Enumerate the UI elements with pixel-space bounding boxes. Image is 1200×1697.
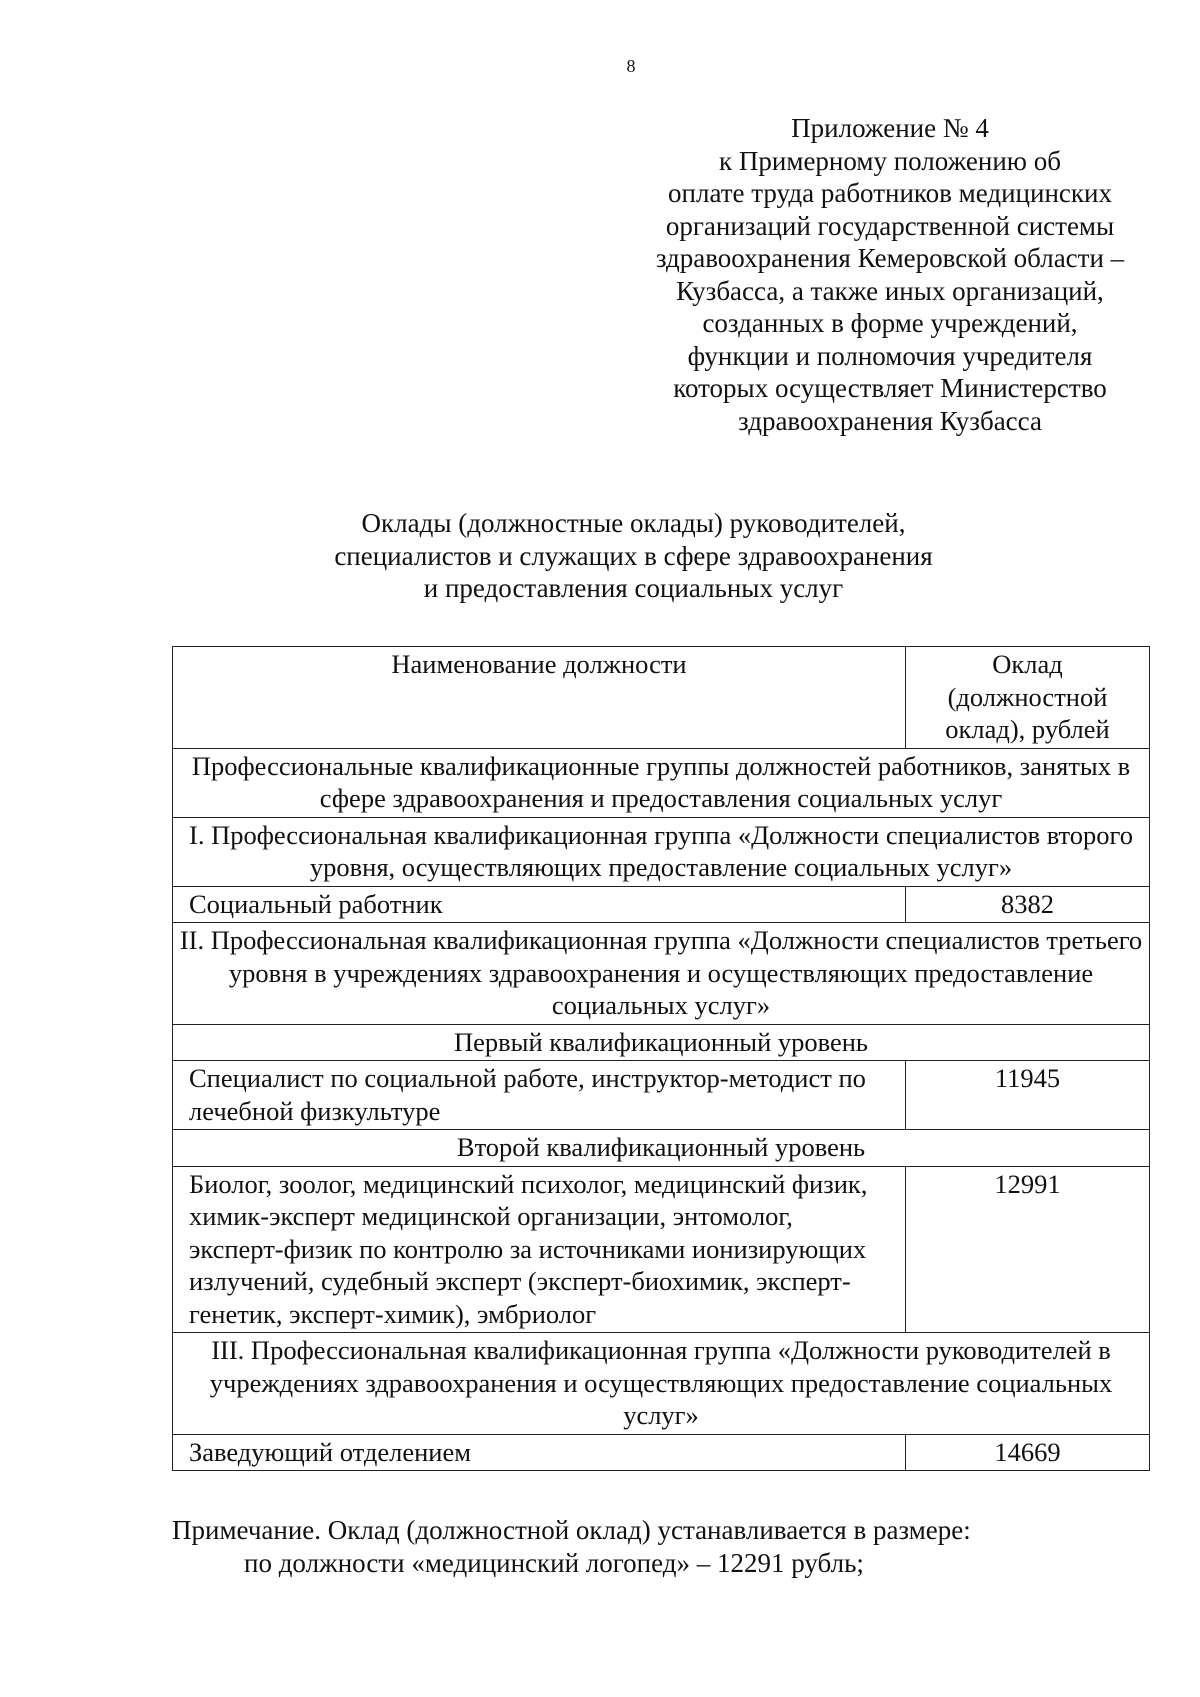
appendix-line: здравоохранения Кузбасса (738, 405, 1042, 436)
title-line: Оклады (должностные оклады) руководителей, (361, 508, 906, 538)
group-1-title: I. Профессиональная квалификационная группа «Должности специалистов второго уровня, осуществляющих предоставление социальных услуг» (173, 817, 1150, 886)
position-name: Заведующий отделением (173, 1434, 906, 1471)
table-level-row (173, 1130, 1150, 1167)
note-line: Примечание. Оклад (должностной оклад) устанавливается в размере: (172, 1515, 971, 1545)
group-main-title: Профессиональные квалификационные группы должностей работников, занятых в сфере здравоохранения и предоставления социальных услуг (173, 748, 1150, 817)
salary-value: 14669 (906, 1434, 1150, 1471)
page-number: 8 (626, 56, 636, 76)
appendix-header (610, 112, 1170, 437)
group-3-title: III. Профессиональная квалификационная группа «Должности руководителей в учреждениях здравоохранения и осуществляющих предоставление социальных услуг» (173, 1333, 1150, 1435)
appendix-line: организаций государственной системы (665, 210, 1115, 241)
table-group-row (173, 1333, 1150, 1435)
appendix-line: к Примерному положению об (719, 145, 1061, 176)
appendix-line: функции и полномочия учредителя (687, 340, 1093, 371)
position-name: Биолог, зоолог, медицинский психолог, медицинский физик, химик-эксперт медицинской организации, энтомолог, эксперт-физик по контролю за источниками ионизирующих излучений, судебный эксперт (эксперт-биохимик, эксперт-генетик, эксперт-химик), эмбриолог (173, 1166, 906, 1333)
salary-value: 12991 (906, 1166, 1150, 1333)
table-row (173, 1061, 1150, 1130)
salary-value: 11945 (906, 1061, 1150, 1130)
salary-table (172, 646, 1150, 1471)
table-group-row (173, 817, 1150, 886)
appendix-line: Кузбасса, а также иных организаций, (676, 275, 1104, 306)
table-row (173, 1434, 1150, 1471)
title-line: и предоставления социальных услуг (423, 573, 844, 603)
table-header-row (173, 647, 1150, 749)
appendix-line: которых осуществляет Министерство (673, 373, 1107, 403)
table-group-row (173, 923, 1150, 1025)
position-name: Специалист по социальной работе, инструктор-методист по лечебной физкультуре (173, 1061, 906, 1130)
position-name: Социальный работник (173, 886, 906, 923)
appendix-line: созданных в форме учреждений, (702, 308, 1078, 338)
salary-value: 8382 (906, 886, 1150, 923)
appendix-line: оплате труда работников медицинских (668, 178, 1112, 208)
appendix-line: здравоохранения Кемеровской области – (655, 243, 1125, 273)
level-2-title: Второй квалификационный уровень (173, 1130, 1150, 1167)
header-position-name: Наименование должности (173, 647, 906, 749)
note (172, 1514, 1132, 1580)
appendix-line: Приложение № 4 (791, 113, 989, 143)
group-2-title: II. Профессиональная квалификационная группа «Должности специалистов третьего уровня в учреждениях здравоохранения и осуществляющих предоставление социальных услуг» (173, 923, 1150, 1025)
table-row (173, 1166, 1150, 1333)
document-title (160, 507, 1107, 605)
level-1-title: Первый квалификационный уровень (173, 1024, 1150, 1061)
note-line: по должности «медицинский логопед» – 12291 рубль; (244, 1548, 864, 1578)
header-salary: Оклад (должностной оклад), рублей (906, 647, 1150, 749)
table-group-row (173, 748, 1150, 817)
table-level-row (173, 1024, 1150, 1061)
title-line: специалистов и служащих в сфере здравоохранения (334, 540, 933, 571)
table-row (173, 886, 1150, 923)
